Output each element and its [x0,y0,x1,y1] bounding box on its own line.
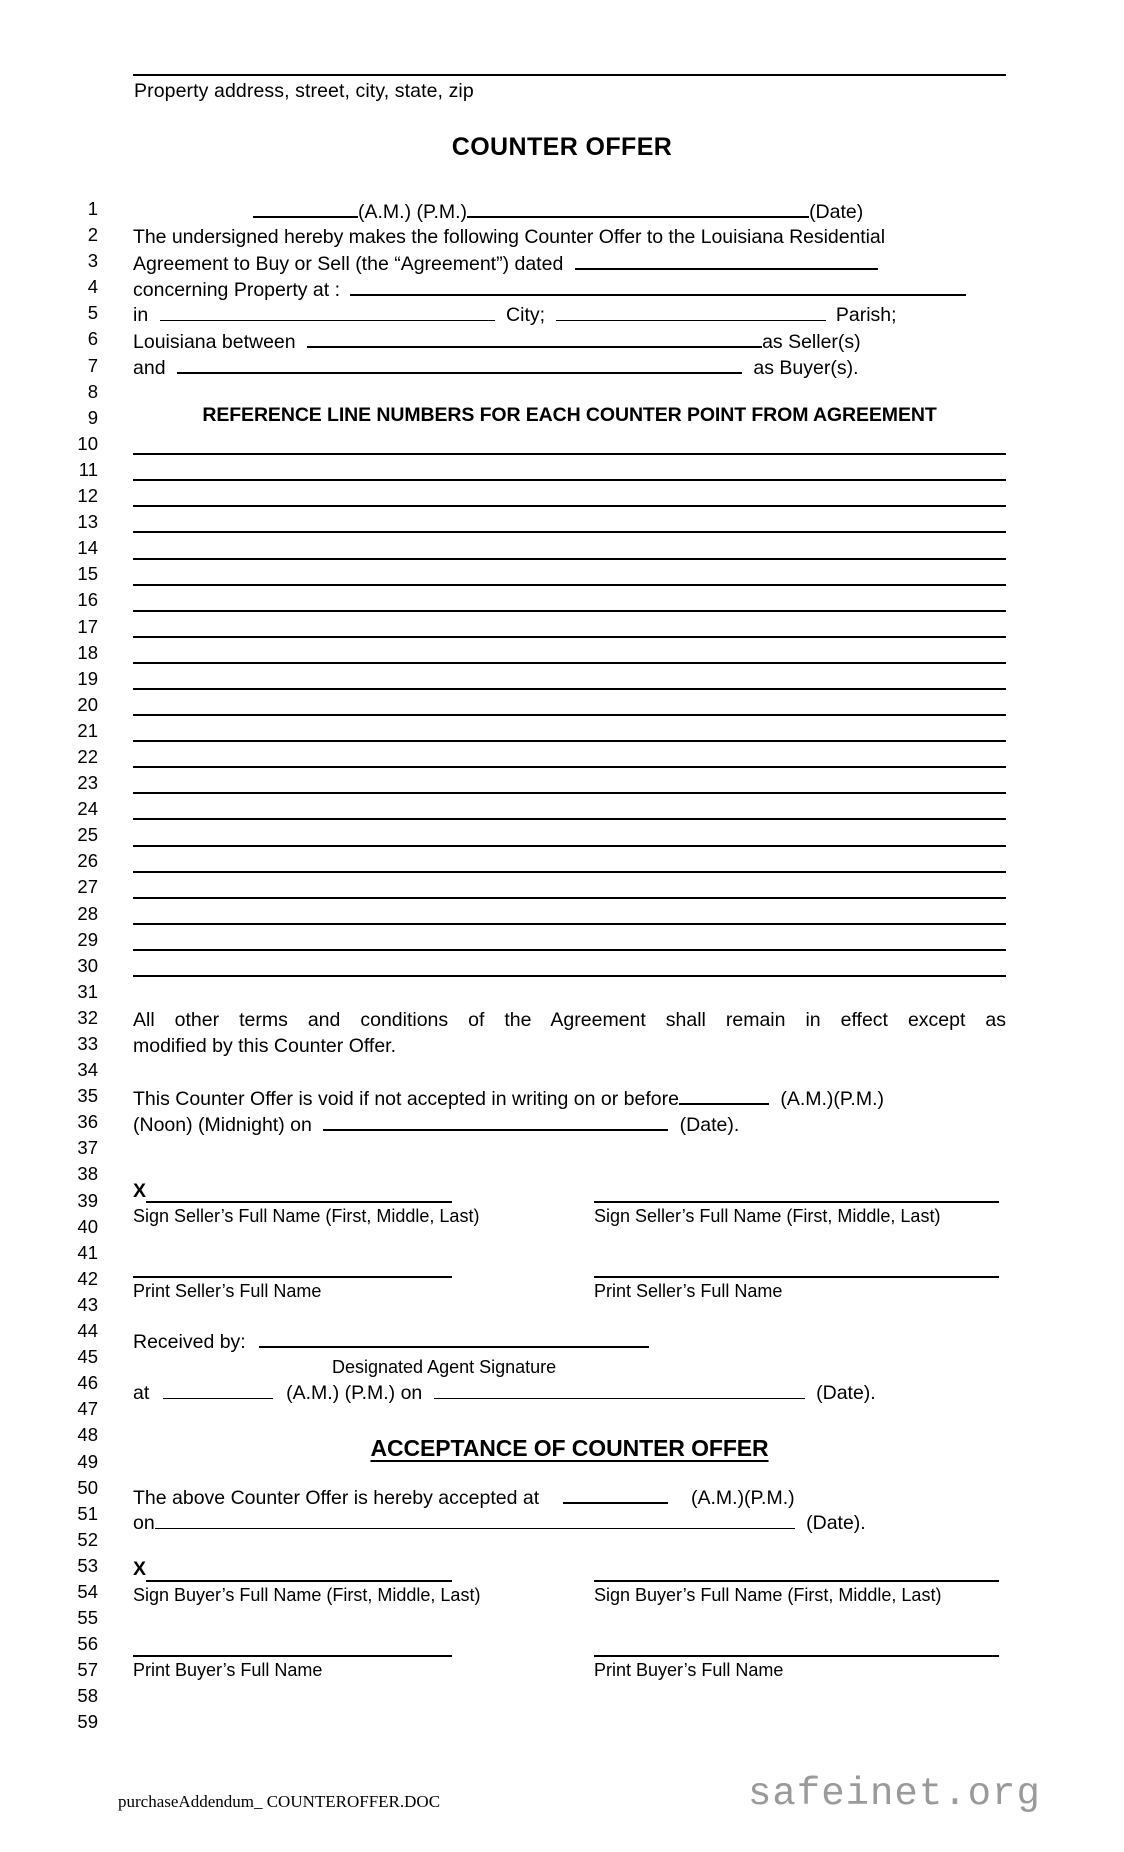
line-7-row [133,355,1006,381]
date-label: (Date) [809,201,864,223]
counter-point-writeline[interactable] [133,949,1006,951]
line-number: 41 [77,1241,98,1263]
property-address-field[interactable] [350,277,966,296]
line-32-row [133,1008,1006,1033]
line-number: 49 [77,1450,98,1472]
louisiana-between-label: Louisiana between [133,331,296,353]
line-number: 47 [77,1398,98,1420]
seller-signature-x-mark: X [133,1180,147,1202]
safeinet-watermark: safeinet.org [748,1772,1041,1816]
line-number: 55 [77,1607,98,1629]
void-date-label: (Date). [679,1114,740,1136]
line-2-row [133,225,1006,251]
line-number: 4 [87,276,98,298]
line-number: 35 [77,1085,98,1107]
counter-point-writeline[interactable] [133,662,1006,664]
offer-date-field[interactable] [467,199,809,218]
line-number: 44 [77,1320,98,1342]
buyer2-sign-caption: Sign Buyer’s Full Name (First, Middle, Last) [594,1585,942,1605]
line-number: 54 [77,1580,98,1602]
counter-point-writeline[interactable] [133,845,1006,847]
line-number: 39 [77,1189,98,1211]
intro-sentence-part1: The undersigned hereby makes the following Counter Offer to the Louisiana Residential [133,226,886,248]
line-number: 25 [77,824,98,846]
line-number: 43 [77,1293,98,1315]
received-by-label: Received by: [133,1331,246,1353]
line-number: 59 [77,1711,98,1733]
line-35-row [133,1086,1006,1112]
line-number: 33 [77,1033,98,1054]
line-52-row [133,1511,1006,1537]
seller1-print-line[interactable] [133,1276,452,1278]
line-number: 48 [77,1424,98,1446]
seller2-signature-line[interactable] [594,1201,999,1203]
void-if-not-accepted-label: This Counter Offer is void if not accepted in writing on or before [133,1088,679,1110]
buyer2-print-caption: Print Buyer’s Full Name [594,1660,784,1680]
seller2-print-caption: Print Seller’s Full Name [594,1281,783,1301]
line-number: 45 [77,1346,98,1368]
line-5-row [133,303,1006,329]
line-number: 2 [87,224,98,246]
line-3-row [133,251,1006,277]
line-number: 13 [77,511,98,533]
seller1-print-caption: Print Seller’s Full Name [133,1281,322,1301]
line-4-row [133,277,1006,303]
received-time-field[interactable] [163,1381,273,1399]
line-number: 29 [77,928,98,950]
agreement-date-field[interactable] [575,251,878,270]
acceptance-section-heading [133,1435,1006,1462]
acceptance-deadline-time-field[interactable] [679,1086,769,1105]
counter-point-writeline[interactable] [133,610,1006,612]
line-number: 17 [77,615,98,637]
line-47-row [133,1381,1006,1407]
line-number: 19 [77,667,98,689]
line-number: 56 [77,1633,98,1655]
received-at-label: at [133,1382,150,1404]
buyer2-print-line[interactable] [594,1655,999,1657]
line-number: 5 [87,302,98,324]
line-number: 18 [77,641,98,663]
seller-names-field[interactable] [307,329,762,348]
line-number: 38 [77,1163,98,1185]
footer-filename: purchaseAddendum_ COUNTEROFFER.DOC [118,1792,441,1811]
counter-point-writeline[interactable] [133,688,1006,690]
header-divider-rule [133,74,1006,76]
line-number: 37 [77,1137,98,1159]
line-number: 21 [77,719,98,741]
line-number: 11 [78,458,98,480]
counter-point-writeline[interactable] [133,766,1006,768]
line-number: 32 [77,1006,98,1028]
line-number: 22 [77,745,98,767]
reference-heading-text: REFERENCE LINE NUMBERS FOR EACH COUNTER POINT FROM AGREEMENT [202,404,937,426]
city-field[interactable] [160,303,495,321]
line-number: 58 [77,1685,98,1707]
received-date-field[interactable] [434,1381,805,1399]
counter-point-writeline[interactable] [133,740,1006,742]
line-number: 31 [77,980,98,1002]
line-number: 42 [77,1267,98,1289]
line-number: 20 [77,693,98,715]
line-1-row [133,199,1006,225]
buyer1-sign-caption: Sign Buyer’s Full Name (First, Middle, Last) [133,1585,481,1605]
counter-point-writeline[interactable] [133,636,1006,638]
counter-point-writeline[interactable] [133,453,1006,455]
line-number: 24 [77,798,98,820]
as-buyers-label: as Buyer(s). [753,357,859,379]
acceptance-time-field[interactable] [563,1485,668,1504]
line-number: 53 [77,1554,98,1576]
line-number: 14 [77,537,98,559]
line-number: 23 [77,772,98,794]
line-number: 9 [87,406,98,428]
line-number: 27 [77,876,98,898]
designated-agent-signature-field[interactable] [259,1329,649,1348]
line-number: 10 [77,432,98,454]
line-number: 1 [87,198,98,219]
and-label: and [133,357,166,379]
buyer1-print-caption: Print Buyer’s Full Name [133,1660,323,1680]
counter-point-writeline[interactable] [133,871,1006,873]
counter-point-writeline[interactable] [133,975,1006,977]
received-ampm-label: (A.M.) (P.M.) on [286,1382,423,1404]
line-number: 30 [77,954,98,976]
acceptance-deadline-date-field[interactable] [323,1112,668,1131]
line-36-row [133,1112,1006,1138]
received-date-label: (Date). [816,1382,876,1404]
buyer-names-field[interactable] [177,355,742,374]
line-number: 3 [87,250,98,272]
line-33-row [133,1034,1006,1060]
agreement-dated-label: Agreement to Buy or Sell (the “Agreement”) dated [133,253,564,275]
line-number: 51 [77,1502,98,1524]
counter-point-writeline[interactable] [133,531,1006,533]
counter-point-writeline[interactable] [133,479,1006,481]
all-other-terms-line2: modified by this Counter Offer. [133,1035,397,1057]
line-number: 12 [77,485,98,507]
buyer1-print-line[interactable] [133,1655,452,1657]
void-ampm-label: (A.M.)(P.M.) [780,1088,884,1110]
accepted-at-label: The above Counter Offer is hereby accepted at [133,1487,540,1509]
as-sellers-label: as Seller(s) [762,331,861,353]
line-number: 46 [77,1372,98,1394]
seller2-print-line[interactable] [594,1276,999,1278]
acceptance-heading-text: ACCEPTANCE OF COUNTER OFFER [370,1435,769,1461]
line-6-row [133,329,1006,355]
line-number: 52 [77,1528,98,1550]
am-pm-label: (A.M.) (P.M.) [358,201,468,223]
in-label: in [133,304,149,326]
buyer1-signature-line[interactable] [146,1580,452,1582]
concerning-property-label: concerning Property at : [133,279,341,301]
counter-point-writeline[interactable] [133,792,1006,794]
line-number: 8 [87,380,98,402]
parish-field[interactable] [556,303,826,321]
accepted-on-label: on [133,1512,155,1534]
buyer2-signature-line[interactable] [594,1580,999,1582]
counter-point-writeline[interactable] [133,818,1006,820]
all-other-terms-line1: All other terms and conditions of the Agreement shall remain in effect except as [133,1009,1006,1031]
property-address-caption: Property address, street, city, state, zip [134,80,474,102]
counter-point-writeline[interactable] [133,584,1006,586]
acceptance-date-label: (Date). [806,1512,866,1534]
reference-section-heading [133,404,1006,427]
line-number: 34 [77,1059,98,1081]
line-number: 6 [87,328,98,350]
counter-point-writeline[interactable] [133,897,1006,899]
line-number: 28 [77,902,98,924]
line-number: 16 [77,589,98,611]
line-number: 50 [77,1476,98,1498]
acceptance-ampm-label: (A.M.)(P.M.) [690,1487,795,1509]
city-label: City; [506,304,546,326]
page-title: COUNTER OFFER [451,133,673,161]
line-45-row [133,1329,1006,1355]
line-number: 7 [87,354,98,376]
time-blank-field[interactable] [253,199,358,218]
line-51-row [133,1485,1006,1511]
parish-label: Parish; [835,304,897,326]
counter-point-writeline[interactable] [133,558,1006,560]
line-number: 36 [77,1111,98,1133]
acceptance-date-field[interactable] [155,1511,795,1529]
line-number: 15 [77,563,98,585]
seller2-sign-caption: Sign Seller’s Full Name (First, Middle, Last) [594,1206,941,1226]
seller1-sign-caption: Sign Seller’s Full Name (First, Middle, Last) [133,1206,480,1226]
line-number: 57 [77,1659,98,1681]
buyer-signature-x-mark: X [133,1558,147,1580]
noon-midnight-label: (Noon) (Midnight) on [133,1114,312,1136]
counter-point-writeline[interactable] [133,923,1006,925]
designated-agent-caption: Designated Agent Signature [332,1357,557,1377]
line-number: 40 [77,1215,98,1237]
counter-point-writeline[interactable] [133,505,1006,507]
seller1-signature-line[interactable] [146,1201,452,1203]
counter-point-writeline[interactable] [133,714,1006,716]
line-number: 26 [77,850,98,872]
